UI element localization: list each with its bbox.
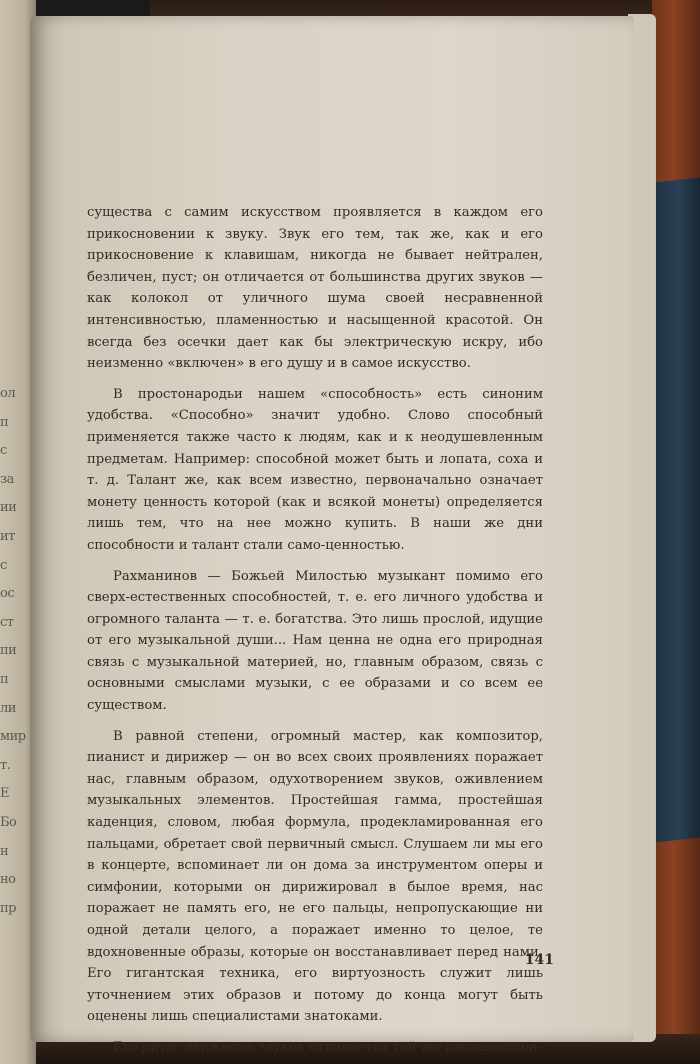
left-fragment: н [0, 843, 9, 859]
left-fragment: т. [0, 757, 11, 773]
left-fragment: п [0, 671, 9, 687]
paragraph: В равной степени, огромный мастер, как композитор, пианист и дирижер — он во всех своих проявлениях поражает нас, главным образом, одухотворением звуков, оживлением музыкальных элементов. Простейшая гамма, простейшая каденция, словом, любая формула, продекламированная его пальцами, обретает свой первичный смысл. Слушаем ли мы его в концерте, вспоминает ли он дома за инструментом оперы и симфонии, которыми он дирижировал в былое время, нас поражает не память его, не его пальцы, непропускающие ни одной детали целого, а поражает именно то целое, те вдохновенные образы, которые он восстанавливает перед нами. Его гигантская техника, его виртуозность служит лишь уточнением этих образов и потому до конца могут быть оценены лишь специалистами знатоками. [87, 728, 543, 1025]
left-fragment: с [0, 557, 7, 573]
left-fragment: мир [0, 729, 26, 745]
left-fragment: за [0, 471, 14, 487]
left-fragment: ит [0, 528, 15, 544]
left-fragment: п [0, 414, 9, 430]
left-fragment: пр [0, 900, 16, 916]
book-cover-band [655, 178, 700, 843]
left-fragment: ст [0, 614, 14, 630]
paragraph: Его ритм, движение звуков отличается той же декламацион- [113, 1039, 543, 1055]
left-fragment: ли [0, 700, 16, 716]
left-fragment: ол [0, 386, 16, 401]
left-fragment: Бо [0, 814, 17, 830]
page-number: 141 [524, 952, 554, 968]
paragraph: В простонародьи нашем «способность» есть синоним удобства. «Способно» значит удобно. Слово способный применяется также часто к людям, как и к неодушевленным предметам. Например: способной может быть и лопата, соха и т. д. Талант же, как всем известно, первоначально означает монету ценность которой (как и всякой монеты) определяется лишь тем, что на нее можно купить. В наши же дни способности и талант стали само-ценностью. [87, 386, 543, 553]
page-body-text [87, 202, 543, 1059]
left-fragment: ос [0, 586, 15, 602]
left-fragment: пи [0, 643, 17, 659]
left-fragment: но [0, 872, 16, 888]
left-fragment: Е [0, 786, 9, 802]
book-page [30, 16, 634, 1055]
left-fragment: ии [0, 500, 17, 516]
left-page-text-fragments [0, 380, 34, 923]
paragraph: Рахманинов — Божьей Милостью музыкант помимо его сверх-естественных способностей, т. е. его личного удобства и огромного таланта — т. е. богатства. Это лишь прослой, идущие от его музыкальной души... Нам ценна не одна его природная связь с музыкальной материей, но, главным образом, связь с основными смыслами музыки, с ее образами и со всем ее существом. [87, 568, 543, 714]
paragraph: существа с самим искусством проявляется в каждом его прикосновении к звуку. Звук его тем, так же, как и его прикосновение к клавишам, никогда не бывает нейтрален, безличен, пуст; он отличается от большинства других звуков — как колокол от уличного шума своей несравненной интенсивностью, пламенностью и насыщенной красотой. Он всегда без осечки дает как бы электрическую искру, ибо неизменно «включен» в его душу и в самое искусство. [87, 205, 543, 372]
left-fragment: с [0, 443, 7, 459]
